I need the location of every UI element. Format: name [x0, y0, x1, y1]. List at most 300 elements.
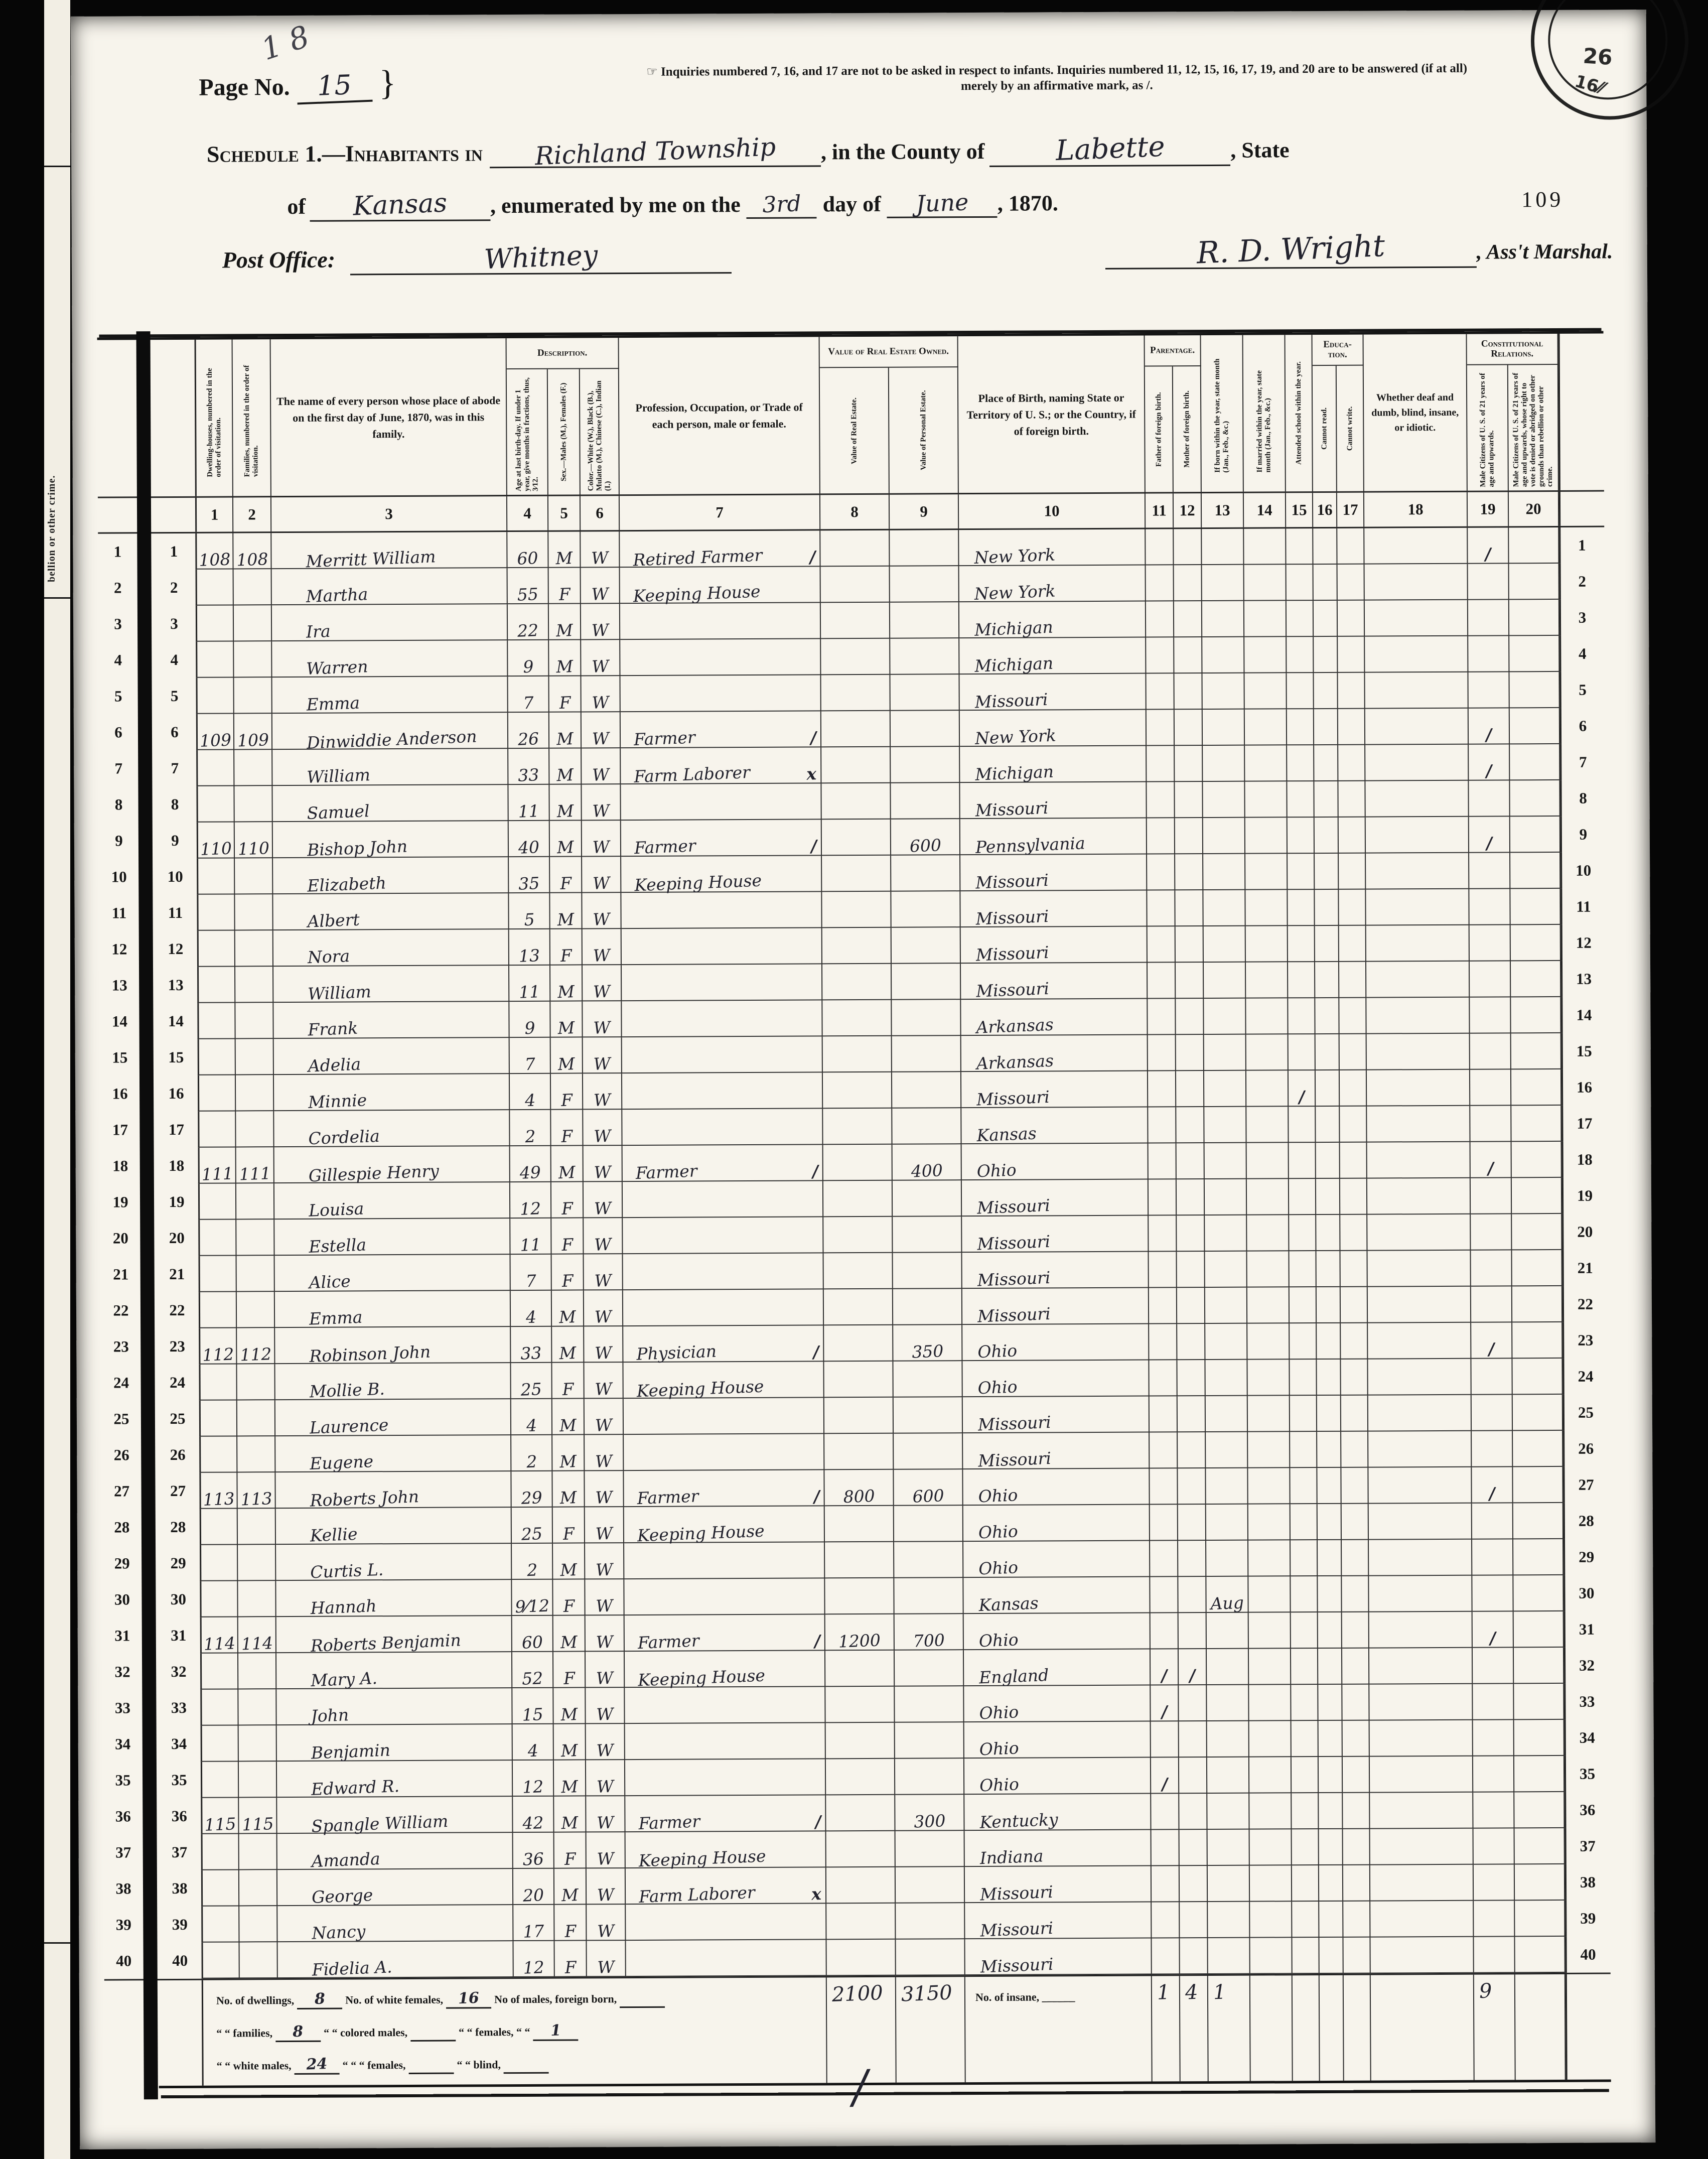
cell-col19: [1469, 708, 1510, 744]
row-number-left-inner: 8: [171, 795, 179, 814]
cell-person-name: [276, 1616, 512, 1656]
cell-col15: [1290, 1287, 1317, 1323]
cell-birthplace: [964, 1758, 1151, 1795]
table-row: [98, 636, 1605, 679]
cell-col11: [1149, 1179, 1177, 1216]
cell-col14: [1249, 1757, 1292, 1793]
column-19-header: Male Citizens of U. S. of 21 years of age and upwards.: [1479, 373, 1496, 487]
cell-col17: [1343, 1829, 1370, 1865]
handwritten-entry: /: [1486, 833, 1493, 854]
cell-col4: [508, 568, 549, 604]
cell-col14: [1244, 601, 1287, 637]
cell-col4: [511, 1363, 552, 1399]
cell-col16: [1317, 1432, 1341, 1468]
stamp-text: 16⁄⁄: [1572, 71, 1607, 99]
row-number-left-outer: 5: [114, 687, 122, 705]
cell-col17: [1339, 962, 1366, 998]
cell-col16: [1316, 1215, 1340, 1251]
column-number-17: 17: [1337, 493, 1364, 527]
cell-col4: [508, 713, 549, 749]
handwritten-entry: /: [1487, 1158, 1494, 1179]
line-number-margin: [152, 498, 195, 532]
header-cell-4: [507, 369, 548, 495]
cell-col18: [1367, 1215, 1471, 1251]
affirmative-mark: /: [810, 836, 817, 856]
handwritten-entry: Farmer: [637, 1631, 700, 1653]
cell-col11: [1152, 1866, 1180, 1902]
cell-col11: [1149, 1252, 1177, 1288]
cell-col19: [1471, 1178, 1512, 1214]
cell-family-number: [235, 822, 273, 858]
affirmative-mark: /: [813, 1487, 820, 1507]
handwritten-entry: M: [560, 1777, 579, 1797]
row-number-right: 18: [1562, 1142, 1606, 1178]
row-number-left-outer: 30: [114, 1590, 130, 1608]
year-label: , 1870.: [997, 191, 1058, 216]
cell-col4: [510, 1110, 551, 1146]
row-number-right: 25: [1563, 1395, 1607, 1431]
cell-col13: [1205, 1216, 1247, 1252]
cell-family-number: [234, 569, 272, 605]
cell-col11: [1151, 1721, 1179, 1758]
cell-birthplace: [965, 1866, 1152, 1904]
handwritten-entry: M: [560, 1632, 578, 1653]
cell-col5: [549, 568, 581, 604]
row-number-left-inner: 6: [171, 723, 179, 741]
cell-col9: [891, 747, 960, 783]
cell-family-number: [236, 1075, 274, 1111]
handwritten-entry: F: [564, 1921, 577, 1942]
cell-col9: [894, 1469, 963, 1506]
cell-col9: [893, 1325, 962, 1362]
row-number-left-outer: 2: [113, 579, 122, 597]
row-number-left-inner: 19: [169, 1192, 185, 1211]
handwritten-entry: /: [1485, 725, 1492, 745]
cell-col12: [1175, 746, 1203, 782]
cell-col20: [1511, 961, 1561, 997]
cell-birthplace: [962, 1361, 1149, 1398]
handwritten-entry: M: [558, 1343, 577, 1364]
cell-col11: [1147, 746, 1175, 782]
cell-col12: [1175, 710, 1203, 746]
affirmative-mark: x: [811, 1884, 822, 1905]
cell-col19: [1471, 1359, 1512, 1395]
cell-col15: [1287, 637, 1314, 673]
handwritten-entry: Missouri: [975, 979, 1050, 1001]
summary-value-handwritten: 24: [306, 2055, 328, 2074]
handwritten-entry: W: [597, 1957, 615, 1978]
cell-col20: [1513, 1467, 1563, 1503]
cell-col17: [1338, 745, 1365, 781]
cell-col6: [586, 1796, 625, 1832]
table-row: [101, 1250, 1608, 1293]
handwritten-entry: Farm Laborer: [638, 1882, 756, 1907]
cell-occupation: [621, 856, 822, 893]
cell-col13: [1203, 710, 1245, 746]
handwritten-entry: 25: [521, 1524, 543, 1545]
cell-person-name: [277, 1761, 513, 1798]
handwritten-entry: Roberts John: [309, 1487, 419, 1511]
handwritten-entry: Keeping House: [633, 581, 761, 606]
table-row: [100, 925, 1606, 968]
handwritten-entry: Ohio: [978, 1630, 1019, 1651]
cell-col8: [821, 747, 891, 784]
cell-col16: [1313, 528, 1337, 565]
cell-col14: [1249, 1721, 1292, 1757]
handwritten-entry: Mollie B.: [309, 1379, 385, 1402]
cell-person-name: [274, 1182, 510, 1220]
row-number-right: 34: [1564, 1720, 1609, 1756]
handwritten-entry: M: [559, 1451, 577, 1472]
cell-col6: [584, 1182, 623, 1218]
cell-col8: [826, 1904, 896, 1940]
cell-col20: [1510, 708, 1560, 744]
cell-col12: [1176, 963, 1204, 999]
cell-col11: [1146, 673, 1174, 710]
cell-col9: [891, 819, 960, 856]
handwritten-entry: Cordelia: [308, 1126, 380, 1149]
row-number-left-outer: 31: [114, 1627, 130, 1645]
cell-family-number: [237, 1400, 275, 1436]
cell-col13: [1207, 1721, 1249, 1758]
summary-label: No. of dwellings,: [216, 1994, 295, 2007]
cell-col9: [893, 1217, 962, 1253]
row-number-left-inner: 37: [172, 1843, 188, 1861]
handwritten-entry: Farmer: [638, 1811, 700, 1834]
handwritten-entry: F: [561, 1379, 574, 1400]
handwritten-entry: Hannah: [310, 1596, 377, 1618]
row-number-right: 6: [1560, 708, 1604, 744]
cell-col18: [1366, 925, 1470, 962]
cell-col8: [824, 1325, 893, 1362]
cell-occupation: [622, 928, 822, 965]
cell-col12: [1174, 601, 1202, 637]
table-row: [102, 1467, 1608, 1510]
cell-col8: [824, 1362, 893, 1398]
cell-col13: [1204, 926, 1246, 963]
cell-col6: [585, 1471, 624, 1507]
cell-col13: [1207, 1649, 1249, 1685]
handwritten-entry: Ohio: [978, 1702, 1019, 1723]
cell-col5: [552, 1471, 585, 1507]
table-row: [98, 564, 1605, 606]
cell-col15: [1287, 601, 1314, 637]
handwritten-entry: 2: [524, 1126, 536, 1147]
handwritten-entry: 109: [236, 730, 269, 751]
cell-col9: [891, 783, 960, 820]
cell-dwelling-number: [198, 1039, 236, 1075]
column-2-header: Families, numbered in the order of visitation.: [242, 365, 260, 477]
cell-col17: [1339, 854, 1366, 890]
handwritten-entry: /: [1489, 1628, 1496, 1649]
cell-person-name: [273, 929, 509, 967]
handwritten-entry: Elizabeth: [307, 873, 387, 896]
cell-occupation: [622, 1109, 823, 1146]
handwritten-entry: 300: [913, 1811, 946, 1832]
table-row: [103, 1648, 1609, 1690]
header-cell-10: [958, 336, 1146, 493]
instructions-line1: Inquiries numbered 7, 16, and 17 are not to be asked in respect to infants. Inquiries numbered 11, 12, 15, 16, 17, 19, and 20 are to be answered (if at all): [660, 61, 1468, 79]
cell-col5: [550, 965, 583, 1001]
cell-col5: [549, 640, 581, 676]
cell-col11: [1149, 1360, 1177, 1396]
handwritten-entry: W: [594, 1379, 613, 1400]
affirmative-mark: /: [812, 1342, 820, 1362]
cell-dwelling-number: [197, 894, 235, 930]
cell-col18: [1367, 1106, 1470, 1143]
handwritten-entry: Ohio: [978, 1521, 1019, 1543]
row-number-left-inner: 27: [170, 1481, 186, 1500]
cell-family-number: [236, 1220, 274, 1256]
cell-col19: [1474, 1828, 1515, 1864]
cell-col5: [553, 1688, 586, 1724]
cell-col8: [821, 603, 890, 639]
cell-col17: [1338, 565, 1365, 601]
cell-col6: [581, 676, 620, 712]
handwritten-entry: F: [559, 946, 573, 966]
summary-label: “ “ “ females,: [342, 2058, 406, 2072]
cell-col18: [1367, 1034, 1470, 1070]
cell-birthplace: [963, 1397, 1150, 1434]
cell-family-number: [235, 930, 273, 967]
cell-col12: [1177, 1288, 1205, 1324]
cell-col5: [551, 1110, 583, 1146]
handwritten-entry: New York: [973, 545, 1056, 568]
column-group: [820, 336, 959, 493]
cell-col11: [1152, 1938, 1180, 1974]
table-row: [102, 1575, 1609, 1618]
cell-col6: [585, 1435, 624, 1471]
handwritten-entry: Missouri: [976, 1195, 1051, 1218]
cell-col5: [553, 1507, 585, 1543]
row-number-left-inner: 4: [170, 650, 179, 669]
cell-col13: [1202, 529, 1244, 565]
cell-family-number: [239, 1798, 277, 1834]
cell-dwelling-number: [198, 1220, 236, 1256]
cell-col12: [1176, 999, 1204, 1035]
handwritten-entry: Ohio: [977, 1485, 1019, 1507]
cell-col8: [825, 1542, 894, 1579]
township-handwritten: Richland Township: [534, 132, 777, 171]
cell-col19: [1474, 1937, 1515, 1973]
handwritten-entry: 4: [527, 1740, 539, 1761]
cell-col5: [554, 1941, 587, 1977]
cell-col14: [1249, 1793, 1292, 1829]
cell-col6: [583, 929, 622, 965]
summary-value-handwritten: 8: [292, 2022, 304, 2041]
cell-col16: [1318, 1540, 1342, 1576]
handwritten-entry: Keeping House: [636, 1376, 765, 1401]
cell-occupation: [625, 1687, 825, 1724]
cell-col17: [1338, 601, 1365, 637]
handwritten-entry: 110: [237, 838, 270, 859]
cell-occupation: [620, 530, 820, 568]
cell-col4: [509, 929, 550, 966]
cell-dwelling-number: [198, 1075, 236, 1111]
marshal-signature: R. D. Wright: [1196, 228, 1386, 271]
page-brace: }: [379, 64, 396, 103]
handwritten-entry: 33: [520, 1343, 542, 1364]
cell-col16: [1318, 1576, 1342, 1612]
cell-col8: [826, 1723, 895, 1760]
cell-col11: [1152, 1902, 1180, 1938]
cell-col9: [890, 674, 959, 711]
cell-col4: [509, 966, 550, 1002]
cell-col11: [1150, 1541, 1178, 1577]
cell-col15: [1292, 1829, 1319, 1865]
cell-col9: [890, 530, 959, 567]
cell-col4: [508, 785, 549, 821]
cell-col20: [1514, 1611, 1564, 1648]
row-number-left-outer: 25: [113, 1410, 129, 1428]
cell-family-number: [237, 1256, 275, 1292]
handwritten-entry: W: [595, 1595, 614, 1616]
cell-dwelling-number: [197, 1003, 235, 1039]
cell-col14: [1248, 1540, 1291, 1576]
cell-col17: [1339, 998, 1366, 1034]
column-number-19: 19: [1468, 492, 1509, 526]
cell-col14: [1245, 818, 1288, 854]
cell-col18: [1370, 1793, 1473, 1829]
cell-col17: [1340, 1143, 1367, 1179]
cell-col11: [1149, 1324, 1177, 1360]
cell-col17: [1342, 1685, 1369, 1721]
cell-dwelling-number: [196, 750, 234, 786]
table-row: [104, 1901, 1610, 1943]
cell-col19: [1472, 1467, 1513, 1503]
cell-col9: [892, 1072, 961, 1109]
cell-col9: [892, 1036, 961, 1072]
cell-col9: [896, 1939, 965, 1976]
cell-col8: [823, 1181, 893, 1218]
handwritten-entry: 29: [520, 1488, 543, 1509]
table-header: [97, 331, 1604, 497]
cell-col11: [1152, 1830, 1180, 1866]
handwritten-entry: 33: [517, 765, 540, 786]
handwritten-entry: 17: [522, 1921, 545, 1942]
cell-birthplace: [963, 1433, 1150, 1470]
cell-col9: [894, 1542, 963, 1578]
handwritten-entry: M: [556, 765, 574, 785]
cell-col13: [1203, 890, 1245, 926]
handwritten-entry: 7: [522, 693, 534, 713]
handwritten-entry: W: [593, 1090, 611, 1111]
cell-family-number: [238, 1689, 276, 1725]
cell-col13: [1206, 1432, 1248, 1468]
cell-col5: [552, 1363, 584, 1399]
handwritten-entry: George: [311, 1885, 373, 1908]
row-number-right: 11: [1560, 889, 1605, 925]
cell-col18: [1370, 1937, 1474, 1974]
cell-col9: [891, 891, 960, 928]
cell-col19: [1470, 961, 1511, 997]
handwritten-entry: 400: [910, 1160, 943, 1181]
handwritten-entry: F: [562, 1668, 576, 1689]
row-number-left-inner: 26: [170, 1445, 186, 1464]
row-number-right: 33: [1564, 1684, 1608, 1720]
handwritten-entry: /: [1189, 1666, 1196, 1686]
cell-col5: [554, 1760, 586, 1796]
cell-col9: [893, 1253, 962, 1289]
cell-col15: [1288, 998, 1315, 1034]
cell-person-name: [276, 1544, 512, 1581]
column-number-20: 20: [1509, 492, 1559, 526]
cell-person-name: [274, 1110, 510, 1147]
cell-dwelling-number: [200, 1617, 238, 1653]
row-number-right: 13: [1561, 961, 1605, 997]
cell-col8: [823, 1217, 893, 1254]
cell-col20: [1514, 1792, 1564, 1828]
cell-col17: [1342, 1612, 1369, 1649]
cell-col20: [1513, 1431, 1563, 1467]
cell-col16: [1315, 998, 1339, 1034]
cell-col20: [1515, 1864, 1565, 1901]
cell-col9: [895, 1686, 964, 1723]
cell-col14: [1250, 1829, 1292, 1865]
cell-birthplace: [962, 1180, 1149, 1217]
column-number-6: 6: [581, 496, 620, 530]
cell-col19: [1471, 1142, 1512, 1178]
cell-col18: [1368, 1323, 1471, 1360]
handwritten-entry: Farmer: [633, 727, 696, 750]
handwritten-entry: Warren: [306, 656, 369, 679]
handwritten-entry: M: [559, 1560, 578, 1580]
row-number-right: 12: [1561, 925, 1605, 961]
cell-col5: [552, 1254, 584, 1290]
cell-col6: [581, 640, 620, 676]
handwritten-entry: New York: [974, 581, 1056, 604]
row-number-left-outer: 18: [112, 1157, 128, 1175]
handwritten-entry: Kansas: [976, 1123, 1037, 1146]
handwritten-entry: William: [306, 765, 371, 787]
handwritten-entry: 55: [517, 584, 539, 605]
handwritten-entry: Missouri: [975, 906, 1049, 929]
cell-col5: [554, 1905, 587, 1941]
handwritten-entry: Missouri: [976, 1087, 1050, 1110]
handwritten-entry: 7: [524, 1054, 536, 1074]
cell-occupation: [620, 639, 821, 676]
cell-col5: [554, 1724, 586, 1760]
column-number-16: 16: [1313, 493, 1337, 527]
header-cell-15: [1286, 335, 1313, 491]
affirmative-mark: /: [809, 547, 816, 567]
cell-col17: [1338, 673, 1365, 709]
handwritten-entry: Edward R.: [311, 1776, 400, 1800]
cell-col19: [1469, 780, 1510, 817]
cell-col17: [1342, 1649, 1369, 1685]
row-number-left-outer: 7: [114, 759, 123, 777]
cell-family-number: [235, 858, 273, 894]
cell-col6: [586, 1760, 625, 1796]
row-number-left-inner: 23: [169, 1337, 185, 1356]
handwritten-entry: William: [307, 982, 372, 1004]
handwritten-entry: Farmer: [635, 1161, 698, 1183]
cell-col6: [586, 1615, 625, 1652]
handwritten-entry: W: [594, 1162, 612, 1183]
cell-col17: [1340, 1070, 1367, 1107]
cell-col18: [1365, 745, 1469, 781]
cell-col6: [581, 531, 620, 568]
cell-col16: [1316, 1143, 1340, 1179]
cell-col12: [1176, 1035, 1204, 1071]
line-number-margin: [152, 340, 195, 496]
column-group: [507, 338, 620, 495]
cell-col13: [1208, 1830, 1250, 1866]
cell-col11: [1150, 1577, 1178, 1613]
cell-col16: [1314, 673, 1338, 709]
cell-birthplace: [964, 1686, 1151, 1723]
handwritten-entry: Ohio: [977, 1377, 1018, 1398]
